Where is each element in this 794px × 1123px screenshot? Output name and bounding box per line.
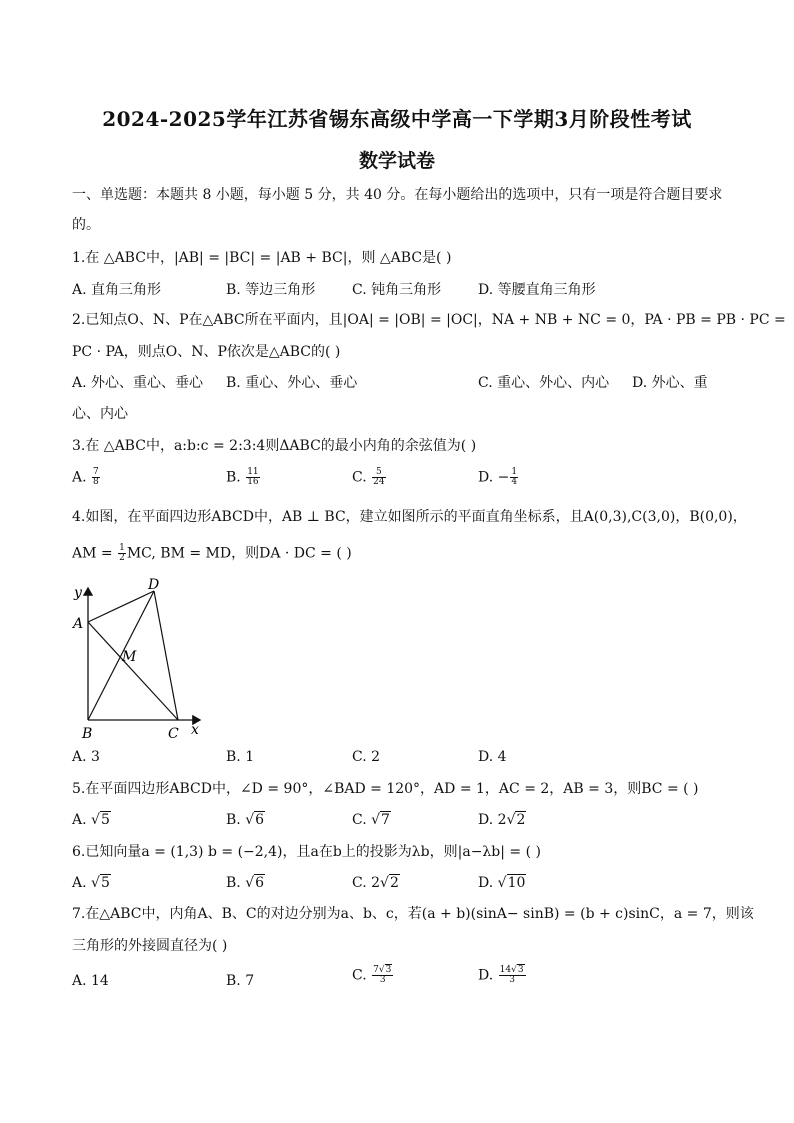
q1-stem: 1.在 △ABC中，|AB| = |BC| = |AB + BC|，则 △ABC是( ) [72, 250, 452, 266]
q3-option-a: A. $\frac{7}{8}$ [72, 467, 99, 487]
label-d: D [148, 577, 160, 593]
q6-option-b: B. √6 [226, 875, 265, 891]
q3-stem: 3.在 △ABC中，a:b:c = 2:3:4则ΔABC的最小内角的余弦值为( ) [72, 438, 477, 454]
q5-stem: 5.在平面四边形ABCD中，∠D = 90°，∠BAD = 120°，AD = 1，AC = 2，AB = 3，则BC = ( ) [72, 781, 699, 797]
q6-stem: 6.已知向量a = (1,3) b = (−2,4)，且a在b上的投影为λb，则|a−λb| = ( ) [72, 844, 541, 860]
label-m: M [122, 649, 137, 665]
q1-option-a: A. 直角三角形 [72, 282, 162, 298]
segment-dc [154, 591, 178, 720]
q5-option-d: D. 2√2 [478, 812, 526, 828]
q3-option-d: D. − $\frac{1}{4}$ [478, 467, 518, 487]
q4-option-a: A. 3 [72, 749, 100, 765]
q2-option-d-wrap: 心、内心 [72, 406, 128, 422]
q3-option-b: B. $\frac{11}{16}$ [226, 467, 259, 487]
page-subtitle: 数学试卷 [358, 150, 435, 172]
q7-option-a: A. 14 [72, 973, 109, 989]
q4-stem-line1: 4.如图，在平面四边形ABCD中，AB ⊥ BC，建立如图所示的平面直角坐标系，且A(0,3),C(3,0)，B(0,0)， [72, 509, 747, 525]
q7-option-c: C. $\frac{7√3}{3}$ [352, 965, 392, 985]
segment-bd [88, 591, 154, 720]
q3-option-d-fraction: $\frac{1}{4}$ [511, 467, 518, 487]
q2-stem-line2: PC · PA，则点O、N、P依次是△ABC的( ) [72, 344, 341, 360]
q3-option-c: C. $\frac{5}{24}$ [352, 467, 385, 487]
q1-option-c: C. 钝角三角形 [352, 282, 442, 298]
section-header-line2: 的。 [72, 217, 100, 233]
q3-option-b-fraction: $\frac{11}{16}$ [247, 467, 259, 487]
q4-option-c: C. 2 [352, 749, 381, 765]
q5-option-c: C. √7 [352, 812, 390, 828]
q7-option-c-fraction: $\frac{7√3}{3}$ [373, 965, 392, 985]
q1-option-b: B. 等边三角形 [226, 282, 316, 298]
q2-stem-line1: 2.已知点O、N、P在△ABC所在平面内，且|OA| = |OB| = |OC|，NA + NB + NC = 0，PA · PB = PB · PC = [72, 312, 786, 328]
q4-option-d: D. 4 [478, 749, 507, 765]
q6-option-a: A. √5 [72, 875, 110, 891]
q3-option-a-fraction: $\frac{7}{8}$ [93, 467, 99, 487]
q2-option-a: A. 外心、重心、垂心 [72, 375, 204, 391]
q2-option-d: D. 外心、重 [632, 375, 708, 391]
q7-stem-line1: 7.在△ABC中，内角A、B、C的对边分别为a、b、c，若(a + b)(sinA− sinB) = (b + c)sinC，a = 7，则该 [72, 906, 754, 922]
q6-option-c: C. 2√2 [352, 875, 399, 891]
q2-option-b: B. 重心、外心、垂心 [226, 375, 358, 391]
label-a: A [73, 616, 84, 632]
q1-option-d: D. 等腰直角三角形 [478, 282, 596, 298]
q4-figure [70, 574, 210, 740]
label-y: y [74, 585, 82, 601]
q7-stem-line2: 三角形的外接圆直径为( ) [72, 938, 228, 954]
segment-ac [88, 622, 178, 720]
q3-option-c-fraction: $\frac{5}{24}$ [373, 467, 385, 487]
section-header-line1: 一、单选题：本题共 8 小题，每小题 5 分，共 40 分。在每小题给出的选项中，只有一项是符合题目要求 [72, 187, 723, 203]
q5-option-a: A. √5 [72, 812, 110, 828]
q4-stem-line2: AM = $\frac{1}{2}$ MC, BM = MD，则DA · DC = ( ) [72, 543, 352, 563]
label-c: C [168, 726, 179, 740]
label-x: x [191, 722, 199, 738]
q6-option-d: D. √10 [478, 875, 526, 891]
page-title: 2024-2025学年江苏省锡东高级中学高一下学期3月阶段性考试 [102, 107, 692, 131]
q7-option-d: D. $\frac{14√3}{3}$ [478, 965, 524, 985]
label-b: B [82, 726, 93, 740]
segment-ad [88, 591, 154, 622]
q7-option-b: B. 7 [226, 973, 255, 989]
q7-option-d-fraction: $\frac{14√3}{3}$ [499, 965, 524, 985]
q4-option-b: B. 1 [226, 749, 255, 765]
q2-option-c: C. 重心、外心、内心 [478, 375, 610, 391]
q5-option-b: B. √6 [226, 812, 265, 828]
